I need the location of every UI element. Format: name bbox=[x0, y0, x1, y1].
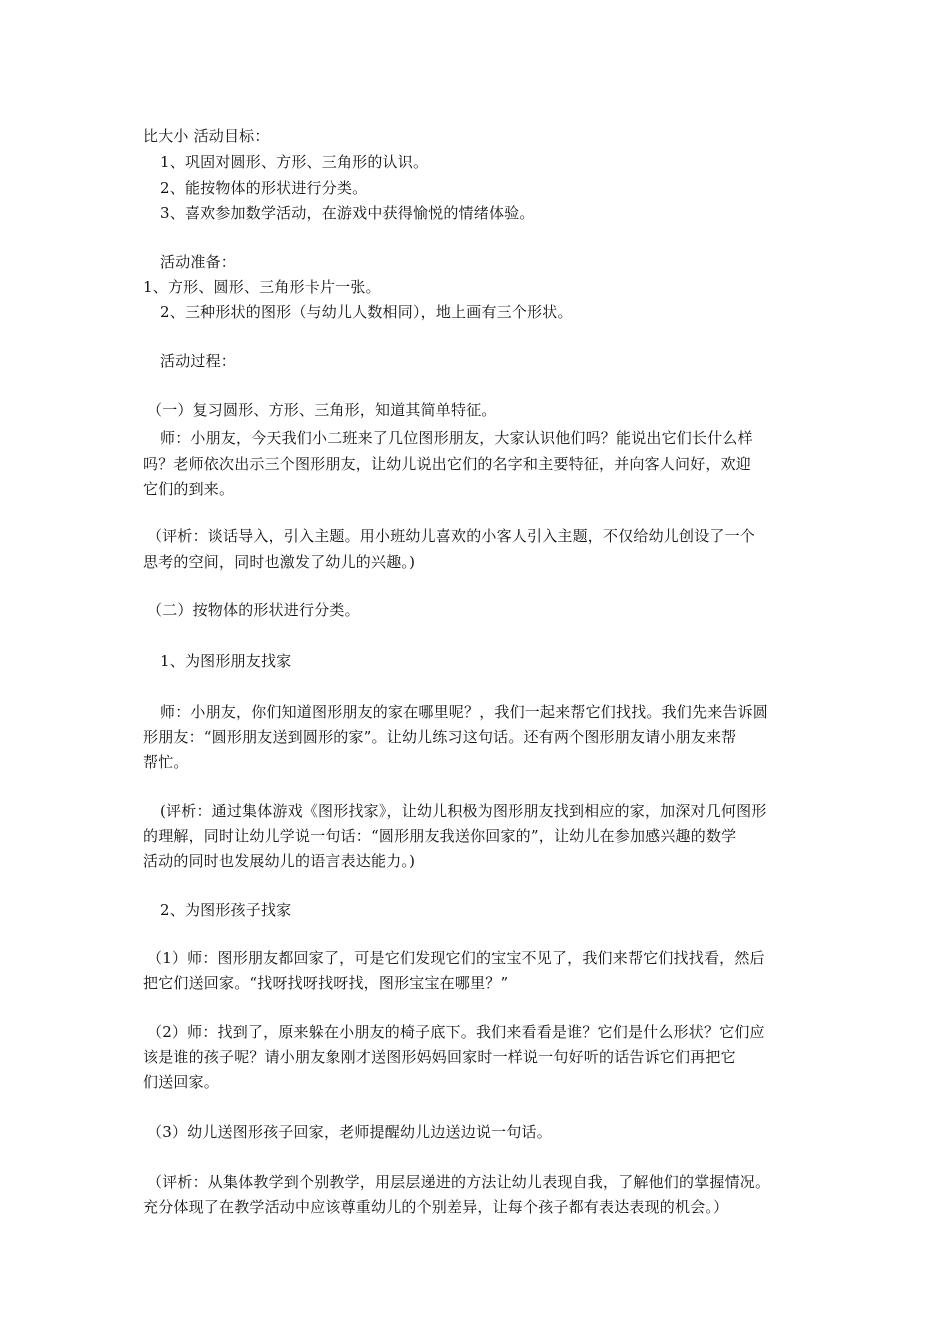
comment-line: （评析：从集体教学到个别教学，用层层递进的方法让幼儿表现自我，了解他们的掌握情况。 bbox=[147, 1173, 771, 1191]
preparation-item-1: 1、方形、圆形、三角形卡片一张。 bbox=[143, 278, 381, 296]
paragraph-line: 把它们送回家。“找呀找呀找呀找，图形宝宝在哪里？” bbox=[143, 974, 509, 992]
comment-line: (评析：通过集体游戏《图形找家》，让幼儿积极为图形朋友找到相应的家，加深对几何图形 bbox=[160, 802, 767, 820]
comment-line: 思考的空间，同时也激发了幼儿的兴趣。) bbox=[143, 553, 416, 571]
comment-line: 充分体现了在教学活动中应该尊重幼儿的个别差异，让每个孩子都有表达表现的机会。） bbox=[143, 1198, 729, 1216]
goal-item-2: 2、能按物体的形状进行分类。 bbox=[160, 179, 368, 197]
paragraph-line: 吗？老师依次出示三个图形朋友，让幼儿说出它们的名字和主要特征，并向客人问好，欢迎 bbox=[143, 455, 752, 473]
paragraph-line: 师：小朋友，你们知道图形朋友的家在哪里呢？，我们一起来帮它们找找。我们先来告诉圆 bbox=[160, 703, 769, 721]
lesson-title: 比大小 活动目标： bbox=[143, 127, 270, 145]
process-heading: 活动过程： bbox=[160, 352, 237, 370]
paragraph-line: 形朋友：“圆形朋友送到圆形的家”。让幼儿练习这句话。还有两个图形朋友请小朋友来帮 bbox=[143, 728, 737, 746]
preparation-heading: 活动准备： bbox=[160, 253, 237, 271]
preparation-item-2: 2、三种形状的图形（与幼儿人数相同），地上画有三个形状。 bbox=[160, 303, 573, 321]
paragraph-line: 帮忙。 bbox=[143, 753, 189, 771]
paragraph-line: （2）师：找到了，原来躲在小朋友的椅子底下。我们来看看是谁？它们是什么形状？它们应 bbox=[147, 1023, 765, 1041]
comment-line: 的理解，同时让幼儿学说一句话：“圆形朋友我送你回家的”，让幼儿在参加感兴趣的数学 bbox=[143, 827, 737, 845]
goal-item-3: 3、喜欢参加数学活动，在游戏中获得愉悦的情绪体验。 bbox=[160, 204, 535, 222]
paragraph-line: 它们的到来。 bbox=[143, 480, 235, 498]
paragraph-line: 们送回家。 bbox=[143, 1073, 220, 1091]
comment-line: （评析：谈话导入，引入主题。用小班幼儿喜欢的小客人引入主题，不仅给幼儿创设了一个 bbox=[147, 527, 756, 545]
comment-line: 活动的同时也发展幼儿的语言表达能力。) bbox=[143, 852, 416, 870]
subsection-1-heading: 1、为图形朋友找家 bbox=[160, 652, 292, 670]
paragraph-line: （3）幼儿送图形孩子回家，老师提醒幼儿边送边说一句话。 bbox=[147, 1123, 552, 1141]
section-2-heading: （二）按物体的形状进行分类。 bbox=[147, 601, 360, 619]
paragraph-line: 师：小朋友，今天我们小二班来了几位图形朋友，大家认识他们吗？能说出它们长什么样 bbox=[160, 429, 753, 447]
section-1-heading: （一）复习圆形、方形、三角形，知道其简单特征。 bbox=[147, 401, 497, 419]
paragraph-line: （1）师：图形朋友都回家了，可是它们发现它们的宝宝不见了，我们来帮它们找找看，然后 bbox=[147, 949, 765, 967]
goal-item-1: 1、巩固对圆形、方形、三角形的认识。 bbox=[160, 153, 429, 171]
paragraph-line: 该是谁的孩子呢？请小朋友象刚才送图形妈妈回家时一样说一句好听的话告诉它们再把它 bbox=[143, 1048, 736, 1066]
subsection-2-heading: 2、为图形孩子找家 bbox=[160, 901, 292, 919]
